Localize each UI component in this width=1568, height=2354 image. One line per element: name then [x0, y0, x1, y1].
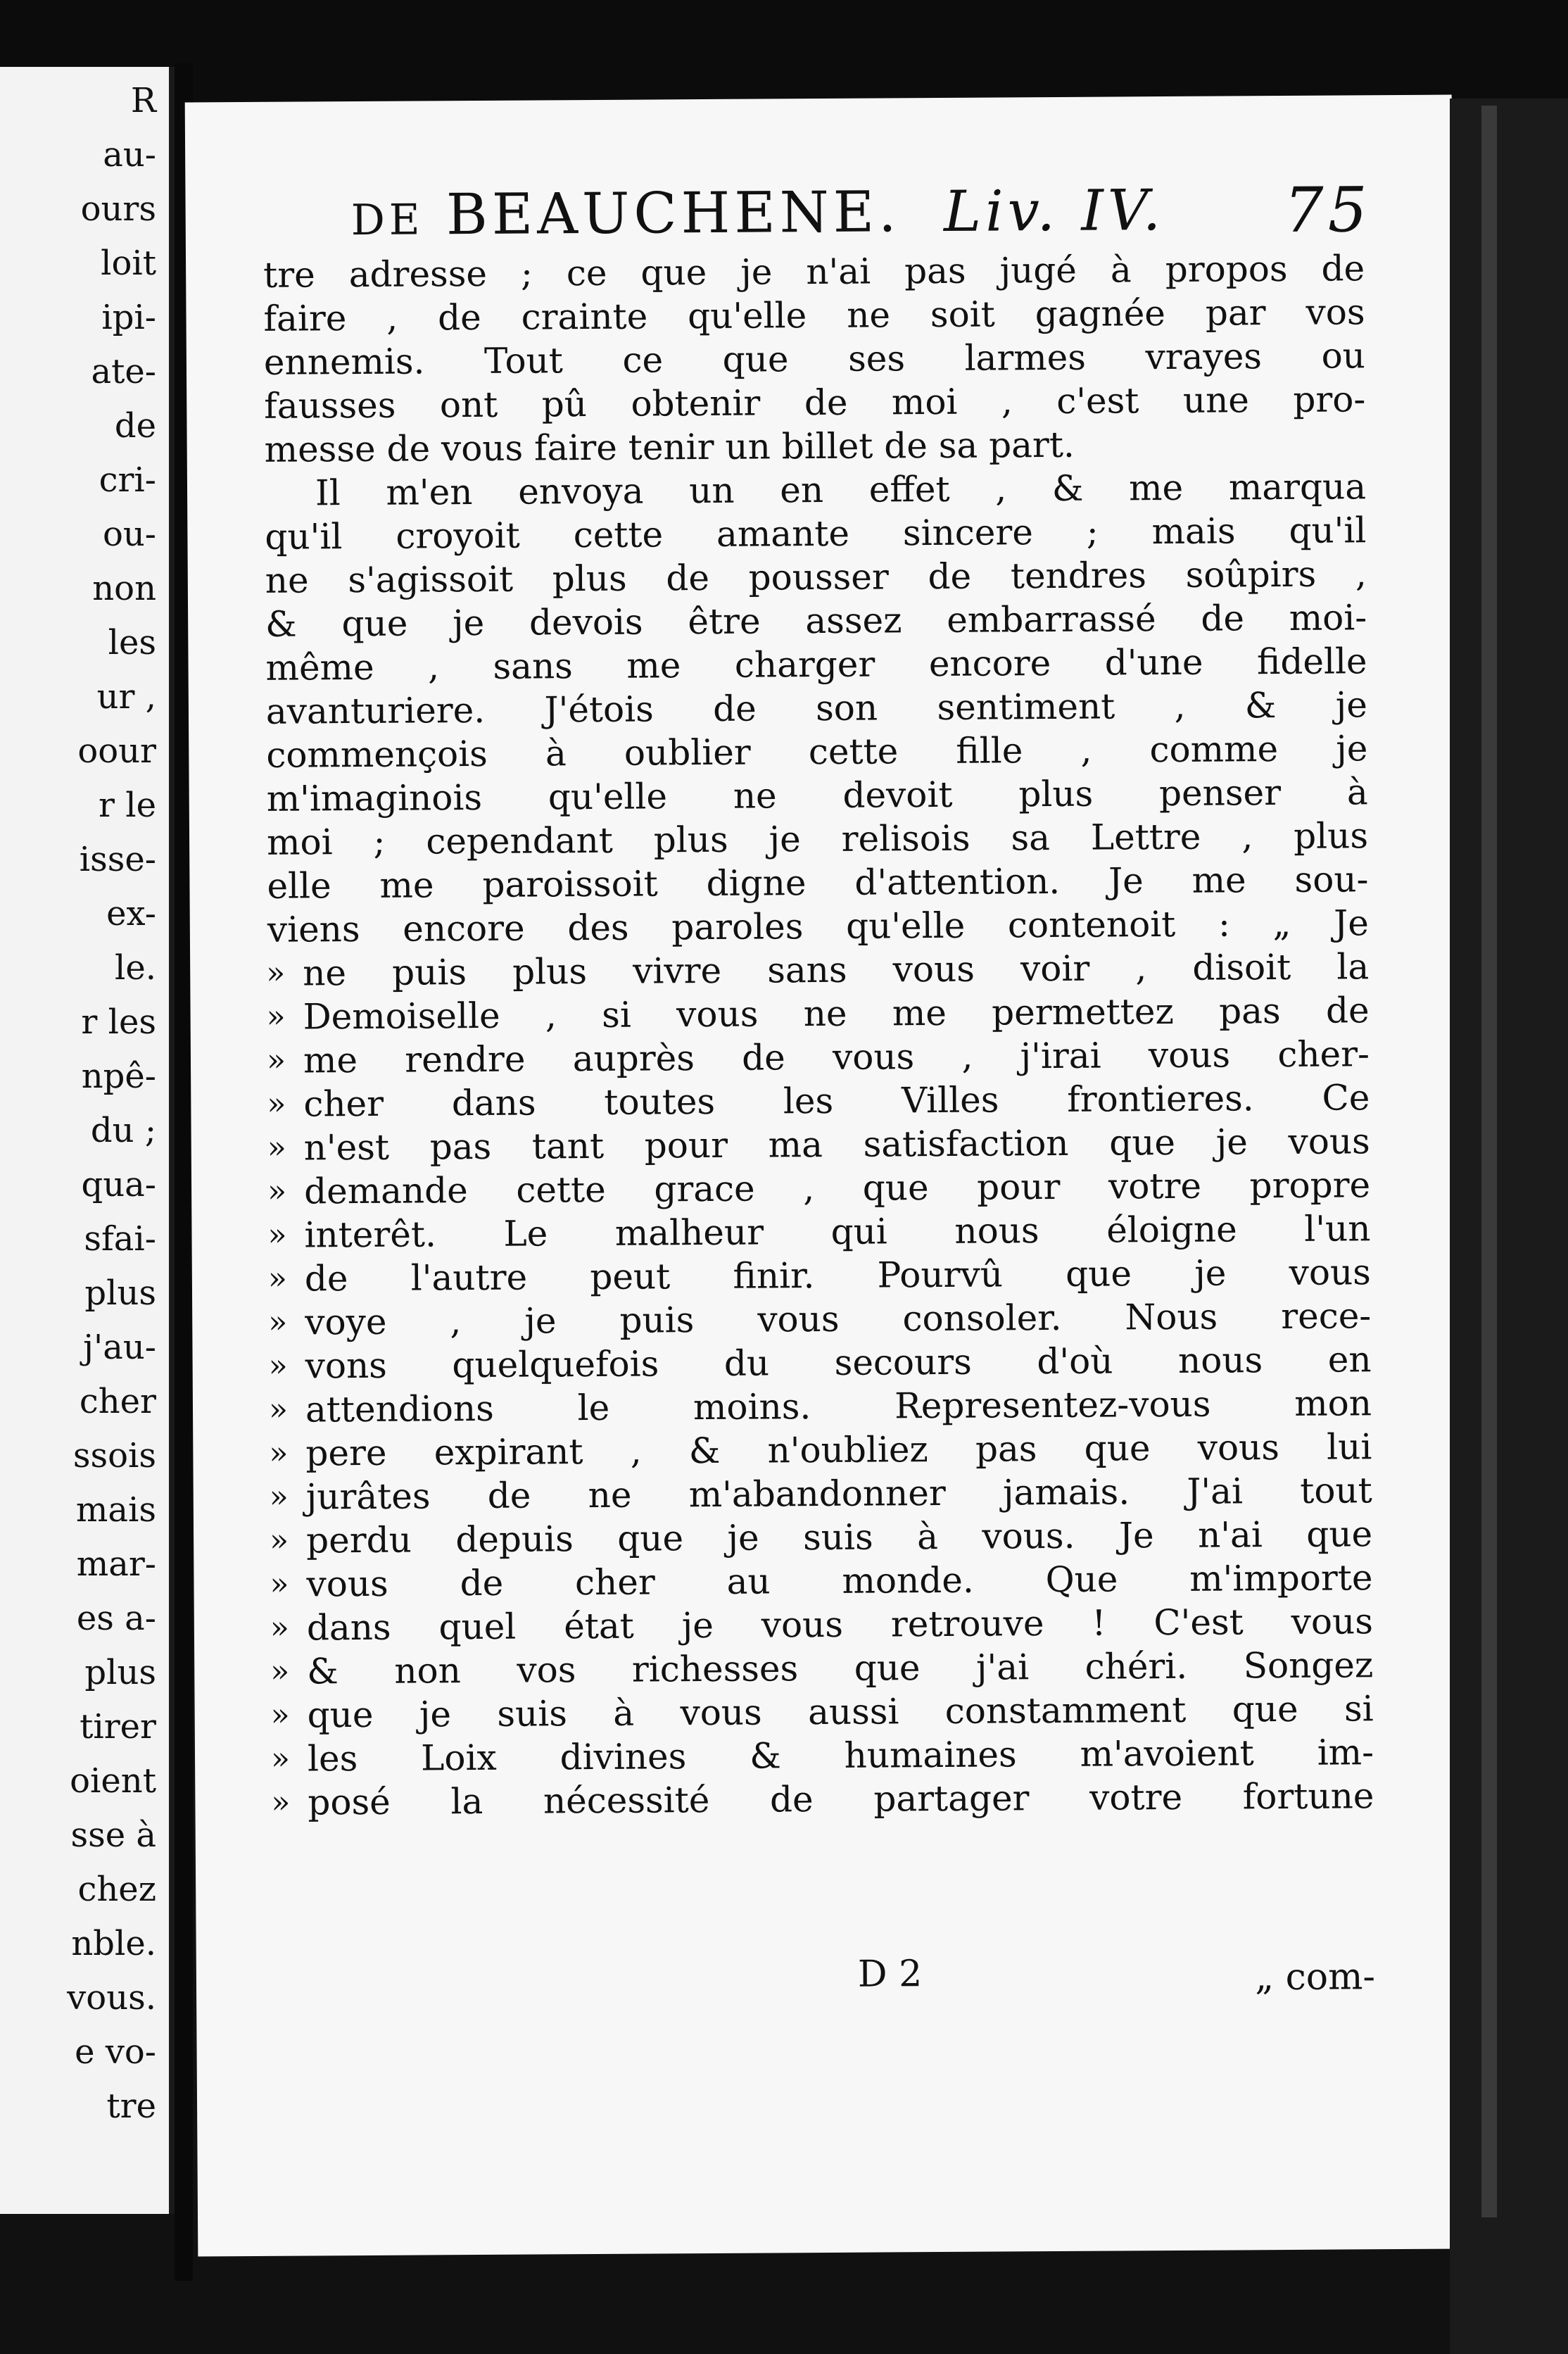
- body-line: » vons quelquefois du secours d'où nous en: [270, 1338, 1371, 1388]
- body-line: » n'est pas tant pour ma satisfaction que je vous: [269, 1119, 1370, 1170]
- left-page-line: cher: [79, 1382, 156, 1421]
- left-page-fragment: [0, 67, 175, 2214]
- catchword: „ com-: [1255, 1956, 1376, 1999]
- page-stack-edge: [1481, 106, 1497, 2217]
- body-line: » que je suis à vous aussi constamment que si: [272, 1687, 1373, 1737]
- body-line: » interêt. Le malheur qui nous éloigne l'un: [269, 1207, 1370, 1257]
- body-line: » demande cette grace , que pour votre propre: [269, 1163, 1370, 1214]
- body-line: » & non vos richesses que j'ai chéri. Songez: [272, 1643, 1373, 1694]
- body-line: » posé la nécessité de partager votre fortune: [272, 1774, 1374, 1825]
- left-page-line: cri-: [99, 460, 156, 500]
- left-page-line: de: [114, 406, 156, 446]
- body-line: » pere expirant , & n'oubliez pas que vous lui: [270, 1425, 1372, 1475]
- left-page-line: r le: [99, 786, 156, 825]
- left-page-line: j'au-: [83, 1328, 156, 1367]
- left-page-line: e vo-: [75, 2032, 156, 2072]
- left-page-line: isse-: [79, 840, 156, 879]
- left-page-line: ipi-: [101, 298, 156, 337]
- left-page-line: ours: [80, 189, 156, 229]
- left-page-line: nble.: [71, 1924, 156, 1963]
- signature-mark: D 2: [857, 1953, 923, 1996]
- left-page-line: plus: [84, 1653, 156, 1692]
- body-line: » dans quel état je vous retrouve ! C'est vous: [272, 1599, 1373, 1650]
- left-page-line: tre: [106, 2086, 156, 2126]
- left-page-line: ur ,: [96, 677, 156, 717]
- left-page-line: tirer: [80, 1707, 156, 1746]
- left-page-line: ate-: [91, 352, 156, 391]
- body-line: avanturiere. J'étois de son sentiment , & je: [265, 684, 1368, 732]
- body-line: qu'il croyoit cette amante sincere ; mais qu'il: [265, 510, 1367, 558]
- body-line: viens encore des paroles qu'elle contenoit : „ Je: [267, 902, 1370, 950]
- body-line: » vous de cher au monde. Que m'importe: [271, 1556, 1372, 1606]
- body-line: » attendions le moins. Representez-vous mon: [270, 1381, 1372, 1432]
- body-line: » me rendre auprès de vous , j'irai vous cher-: [268, 1032, 1370, 1083]
- body-line: » Demoiselle , si vous ne me permettez pas de: [267, 988, 1369, 1039]
- scan-background: [0, 0, 1568, 106]
- body-line: & que je devois être assez embarrassé de moi-: [265, 597, 1367, 645]
- left-page-line: qua-: [81, 1165, 156, 1204]
- body-line: elle me paroissoit digne d'attention. Je me sou-: [267, 859, 1369, 907]
- left-page-line: chez: [77, 1870, 156, 1909]
- running-head-book: Liv. IV.: [943, 177, 1165, 244]
- left-page-line: npê-: [81, 1057, 156, 1096]
- body-line: ne s'agissoit plus de pousser de tendres soûpirs ,: [265, 553, 1367, 601]
- body-line: tre adresse ; ce que je n'ai pas jugé à propos de: [263, 248, 1365, 296]
- body-line: » ne puis plus vivre sans vous voir , disoit la: [267, 945, 1369, 995]
- left-page-line: R: [130, 81, 156, 120]
- body-line: » jurâtes de ne m'abandonner jamais. J'ai tout: [271, 1468, 1372, 1519]
- body-line: moi ; cependant plus je relisois sa Lettre , plus: [266, 815, 1369, 863]
- body-line: faire , de crainte qu'elle ne soit gagnée par vos: [263, 291, 1365, 339]
- page-number: 75: [1284, 173, 1372, 246]
- left-page-line: mais: [75, 1490, 156, 1530]
- left-page-line: du ;: [90, 1111, 156, 1150]
- body-line: » de l'autre peut finir. Pourvû que je vous: [270, 1250, 1371, 1301]
- left-page-line: vous.: [67, 1978, 156, 2018]
- left-page-line: ou-: [102, 515, 156, 554]
- body-line: commençois à oublier cette fille , comme je: [266, 728, 1368, 776]
- body-line: m'imaginois qu'elle ne devoit plus penser à: [266, 772, 1368, 819]
- left-page-line: es a-: [76, 1599, 156, 1638]
- left-page-line: le.: [114, 948, 156, 988]
- body-line: ennemis. Tout ce que ses larmes vrayes ou: [263, 335, 1366, 383]
- left-page-line: non: [92, 569, 156, 608]
- left-page-line: plus: [84, 1273, 156, 1313]
- left-page-line: mar-: [76, 1544, 156, 1584]
- running-head-prefix: DE: [350, 195, 424, 246]
- left-page-line: au-: [103, 135, 156, 175]
- body-text: [263, 246, 1374, 1825]
- running-head-name: BEAUCHENE.: [445, 179, 901, 248]
- left-page-line: loit: [101, 244, 156, 283]
- body-line: même , sans me charger encore d'une fidelle: [265, 641, 1367, 688]
- body-line: Il m'en envoya un en effet , & me marqua: [315, 466, 1367, 514]
- left-page-line: r les: [81, 1002, 156, 1042]
- scan-right-edge: [1450, 99, 1568, 2354]
- body-line: messe de vous faire tenir un billet de sa part.: [264, 424, 1075, 470]
- body-line: » voye , je puis vous consoler. Nous rece-: [270, 1294, 1371, 1345]
- left-page-line: sse à: [70, 1815, 156, 1855]
- left-page-line: sfai-: [84, 1219, 156, 1259]
- left-page-line: ex-: [106, 894, 156, 933]
- body-line: » cher dans toutes les Villes frontieres. Ce: [268, 1076, 1370, 1126]
- left-page-line: oour: [77, 731, 156, 771]
- left-page-line: ssois: [72, 1436, 156, 1475]
- body-line: fausses ont pû obtenir de moi , c'est une pro-: [264, 379, 1366, 427]
- left-page-line: oient: [70, 1761, 156, 1801]
- page-footer: [274, 1950, 1375, 2013]
- body-line: » les Loix divines & humaines m'avoient im-: [272, 1730, 1374, 1781]
- left-page-line: les: [108, 623, 156, 662]
- right-page: [185, 95, 1465, 2257]
- body-line: » perdu depuis que je suis à vous. Je n'ai que: [271, 1512, 1372, 1563]
